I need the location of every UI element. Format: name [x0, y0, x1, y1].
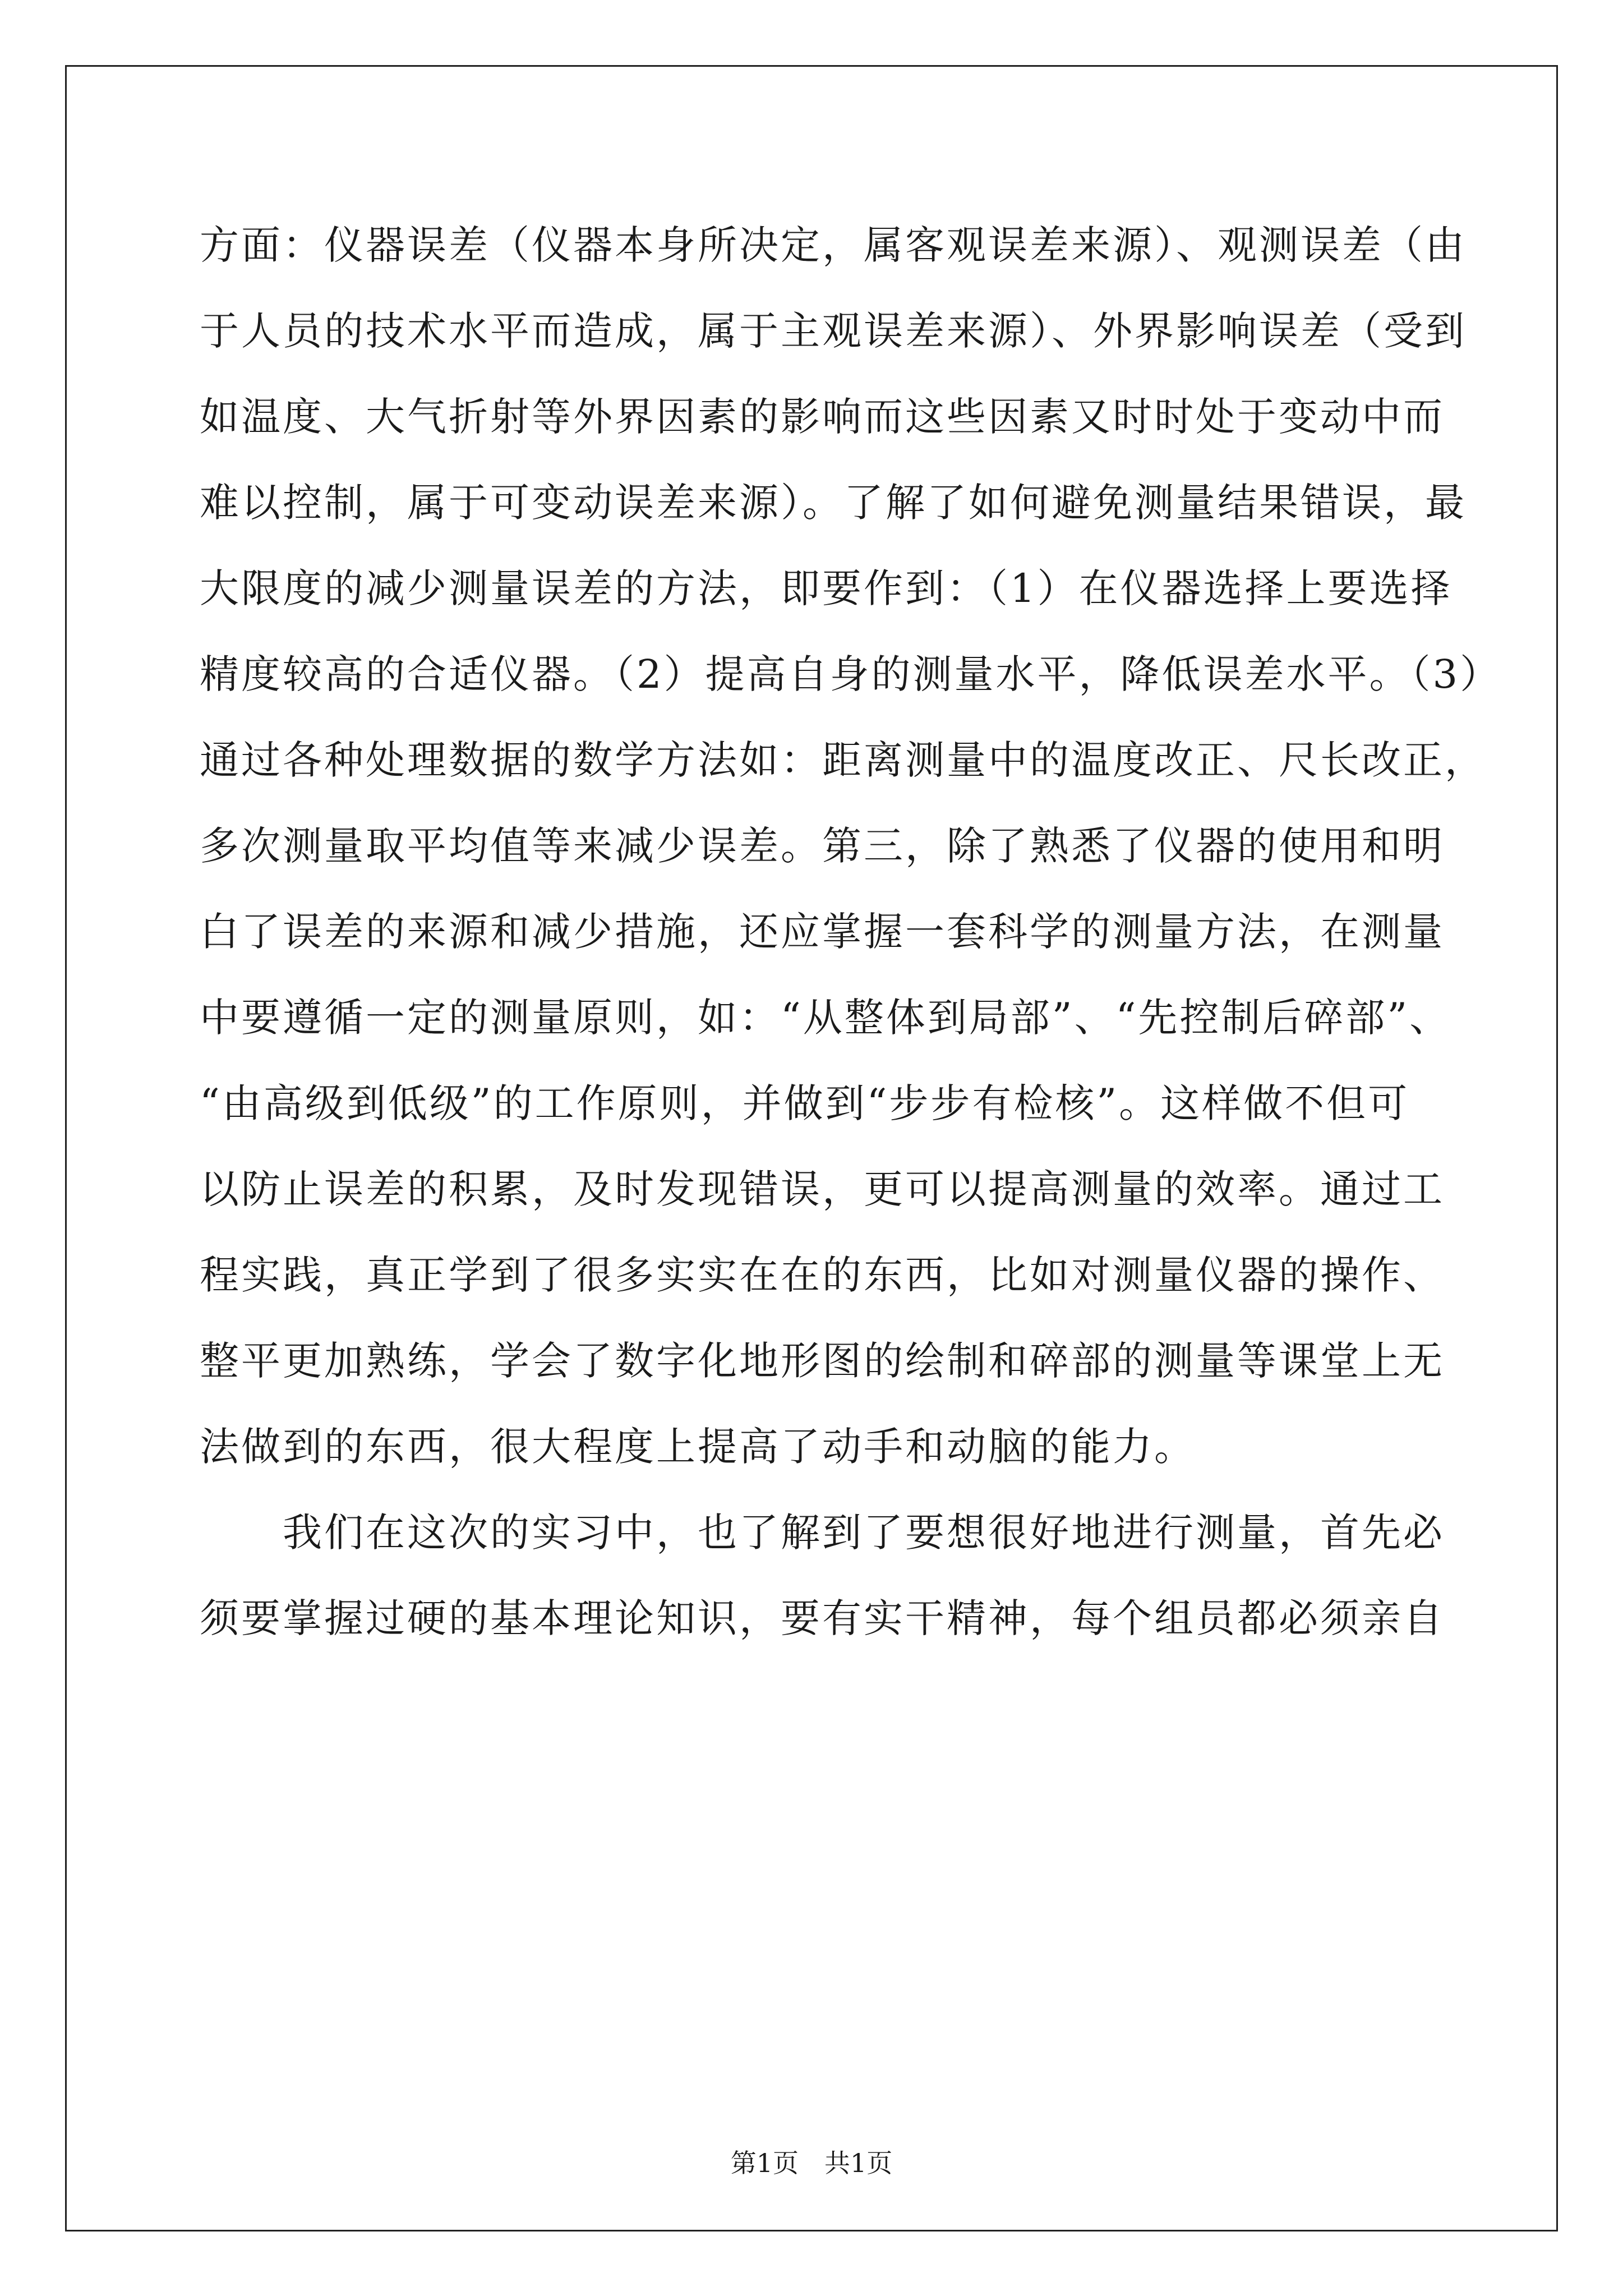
page-number-footer: 第1页 共1页 [730, 2148, 893, 2178]
text-line: 中要遵循一定的测量原则，如：“从整体到局部”、“先控制后碎部”、 [200, 995, 1451, 1041]
text-line: 如温度、大气折射等外界因素的影响而这些因素又时时处于变动中而 [200, 394, 1445, 440]
text-line: 整平更加熟练，学会了数字化地形图的绘制和碎部的测量等课堂上无 [200, 1338, 1445, 1384]
text-line: 于人员的技术水平而造成，属于主观误差来源）、外界影响误差（受到 [200, 308, 1467, 354]
text-line: 白了误差的来源和减少措施，还应掌握一套科学的测量方法，在测量 [200, 909, 1445, 955]
text-line: 法做到的东西，很大程度上提高了动手和动脑的能力。 [200, 1424, 1196, 1470]
text-line: 程实践，真正学到了很多实实在在的东西，比如对测量仪器的操作、 [200, 1252, 1445, 1298]
text-line: 我们在这次的实习中，也了解到了要想很好地进行测量，首先必 [200, 1510, 1445, 1556]
text-line: 多次测量取平均值等来减少误差。第三，除了熟悉了仪器的使用和明 [200, 823, 1445, 869]
text-line: “由高级到低级”的工作原则，并做到“步步有检核”。这样做不但可 [200, 1080, 1410, 1126]
text-line: 须要掌握过硬的基本理论知识，要有实干精神，每个组员都必须亲自 [200, 1595, 1445, 1641]
text-line: 方面：仪器误差（仪器本身所决定，属客观误差来源）、观测误差（由 [200, 222, 1467, 268]
text-line: 以防止误差的积累，及时发现错误，更可以提高测量的效率。通过工 [200, 1166, 1445, 1212]
text-line: 难以控制，属于可变动误差来源）。了解了如何避免测量结果错误，最 [200, 480, 1467, 526]
text-line: 精度较高的合适仪器。（2）提高自身的测量水平，降低误差水平。（3） [200, 651, 1502, 697]
text-line: 大限度的减少测量误差的方法，即要作到：（1）在仪器选择上要选择 [200, 565, 1453, 611]
text-line: 通过各种处理数据的数学方法如：距离测量中的温度改正、尺长改正， [200, 737, 1486, 783]
